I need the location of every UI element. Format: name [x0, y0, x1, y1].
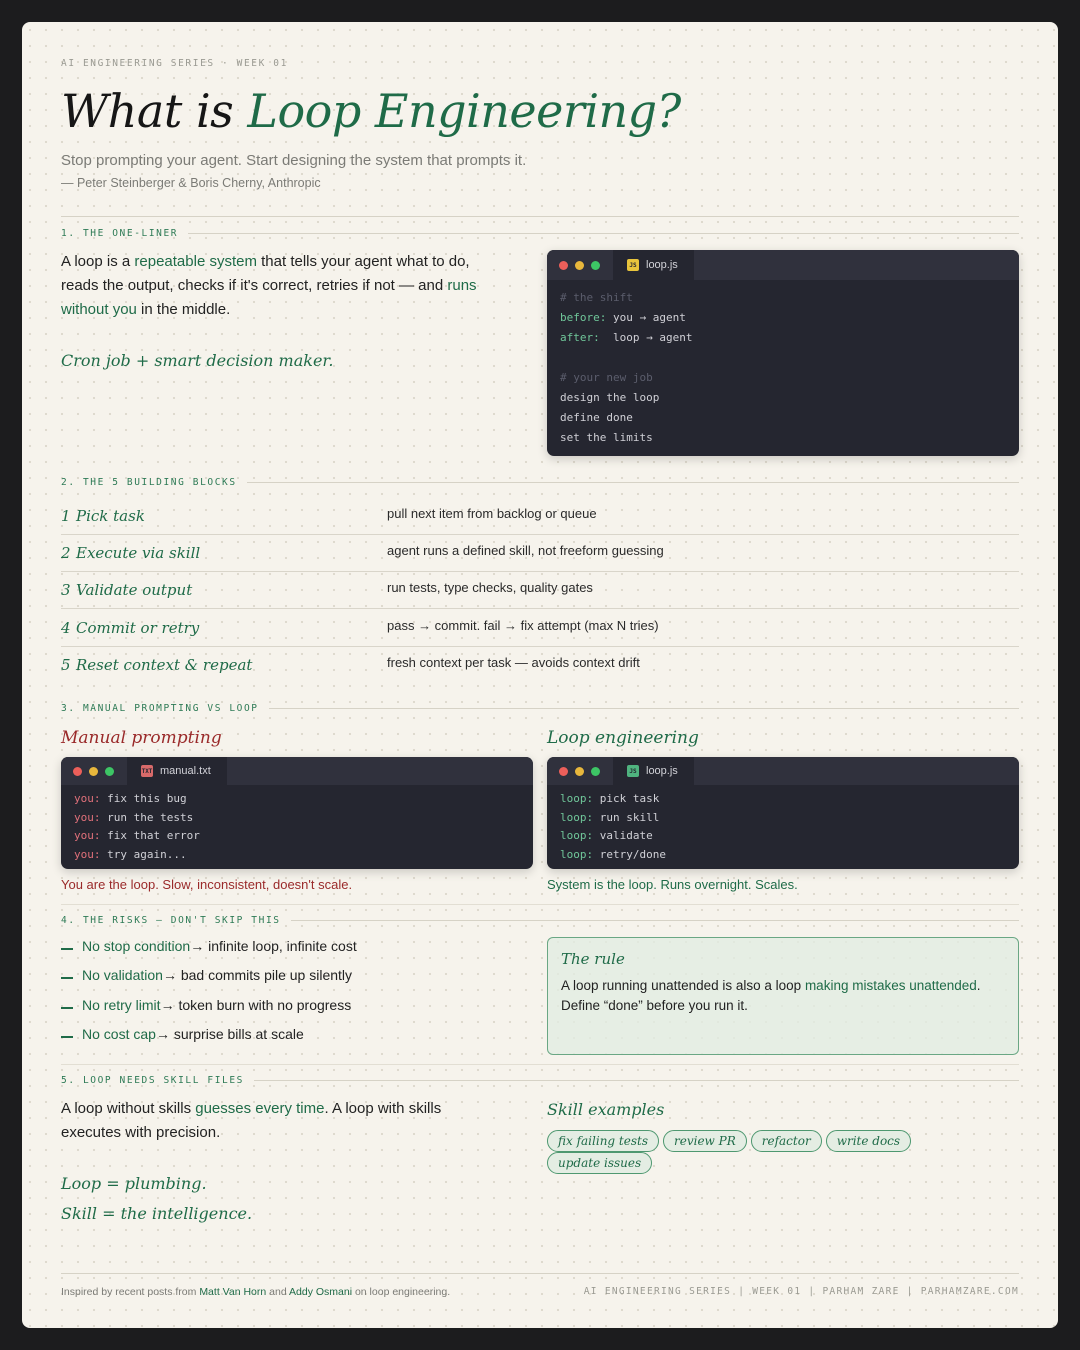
section-heading-risks: [61, 915, 1019, 926]
block-name: Reset context & repeat: [76, 656, 253, 674]
subtitle: Stop prompting your agent. Start designing the system that prompts it.: [61, 152, 527, 169]
block-name: Commit or retry: [76, 619, 200, 637]
building-block-row: [61, 647, 1019, 684]
risk-name: No stop condition: [82, 938, 191, 954]
code-key: after:: [560, 331, 600, 344]
section-heading-manual-vs-loop: [61, 703, 1019, 714]
block-number: 1: [61, 507, 71, 525]
block-name: Validate output: [76, 581, 193, 599]
close-dot[interactable]: [559, 261, 568, 270]
code-comment: # the shift: [560, 291, 633, 304]
skill-pill[interactable]: write docs: [826, 1130, 911, 1152]
risk-consequence: → infinite loop, infinite cost: [190, 938, 357, 954]
code-line: design the loop: [560, 391, 660, 404]
section-heading-label: 5. LOOP NEEDS SKILL FILES: [61, 1075, 244, 1086]
loop-caption: System is the loop. Runs overnight. Scales.: [547, 877, 798, 892]
skill-pill[interactable]: refactor: [751, 1130, 822, 1152]
code-value: loop → agent: [599, 331, 693, 344]
text: in the middle.: [136, 301, 231, 318]
manual-prompting-title: Manual prompting: [61, 728, 222, 748]
page-title: [61, 84, 681, 138]
title-accent: Loop Engineering?: [247, 84, 681, 138]
page-card: [22, 22, 1058, 1328]
js-file-icon: JS: [627, 259, 639, 271]
file-tab[interactable]: [613, 250, 694, 280]
window-controls: [61, 757, 127, 785]
risk-name: No retry limit: [82, 997, 161, 1013]
risk-item: [61, 1026, 304, 1042]
divider: [254, 1080, 1019, 1081]
block-number: 5: [61, 656, 71, 674]
dash-icon: [61, 1036, 73, 1038]
highlight-text: runs without you: [61, 277, 477, 318]
block-name: Pick task: [76, 507, 145, 525]
highlight-text: making mistakes unattended: [804, 978, 977, 993]
minimize-dot[interactable]: [575, 261, 584, 270]
code-key: before:: [560, 311, 607, 324]
block-description: pull next item from backlog or queue: [387, 506, 597, 521]
risk-consequence: → token burn with no progress: [160, 997, 352, 1013]
building-block-row: [61, 572, 1019, 609]
window-controls: [547, 250, 613, 280]
rule-text: [561, 976, 1005, 1016]
maximize-dot[interactable]: [591, 767, 600, 776]
window-titlebar: [61, 757, 533, 785]
divider: [61, 904, 1019, 905]
minimize-dot[interactable]: [89, 767, 98, 776]
code-value: try again...: [100, 847, 187, 861]
code-body: [61, 785, 533, 869]
code-key: you:: [74, 829, 101, 842]
code-value: retry/done: [593, 847, 666, 861]
divider: [188, 233, 1019, 234]
risk-item: [61, 967, 352, 983]
footer-series-info: AI ENGINEERING SERIES | WEEK 01 | PARHAM ZARE | PARHAMZARE.COM: [583, 1286, 1019, 1297]
rule-callout: [547, 937, 1019, 1055]
code-value: fix that error: [100, 829, 200, 842]
js-file-icon: JS: [627, 765, 639, 777]
code-value: run the tests: [100, 810, 194, 824]
file-tab[interactable]: [613, 757, 694, 785]
window-titlebar: [547, 757, 1019, 785]
block-number: 3: [61, 581, 71, 599]
txt-file-icon: TXT: [141, 765, 153, 777]
skill-examples-title: Skill examples: [547, 1100, 665, 1119]
block-description: agent runs a defined skill, not freeform guessing: [387, 543, 664, 558]
skill-pill[interactable]: fix failing tests: [547, 1130, 659, 1152]
skills-paragraph: [61, 1097, 501, 1145]
code-key: loop:: [560, 847, 594, 861]
code-line: define done: [560, 411, 633, 424]
code-key: loop:: [560, 810, 594, 824]
dash-icon: [61, 977, 73, 979]
highlight-text: guesses every time: [195, 1100, 325, 1117]
divider: [291, 920, 1019, 921]
risk-name: No validation: [82, 967, 163, 983]
text: A loop is a: [61, 253, 135, 270]
maximize-dot[interactable]: [105, 767, 114, 776]
title-prefix: What is: [61, 84, 248, 138]
code-key: loop:: [560, 792, 594, 805]
divider: [61, 1064, 1019, 1065]
manual-caption: You are the loop. Slow, inconsistent, doesn't scale.: [61, 877, 353, 892]
code-value: pick task: [593, 792, 660, 805]
author-link[interactable]: Matt Van Horn: [199, 1286, 267, 1298]
code-key: loop:: [560, 829, 594, 842]
code-value: validate: [593, 829, 653, 842]
building-block-row: [61, 610, 1019, 647]
attribution: — Peter Steinberger & Boris Cherny, Anthropic: [61, 176, 321, 190]
text: A loop without skills: [61, 1100, 196, 1117]
text: . Define “done” before you run it.: [561, 978, 981, 1013]
file-tab-label: loop.js: [646, 259, 678, 271]
page-content: [61, 22, 1019, 1328]
code-value: you → agent: [606, 311, 686, 324]
code-body: [547, 280, 1019, 456]
risk-item: [61, 997, 351, 1013]
risk-consequence: → surprise bills at scale: [155, 1026, 304, 1042]
section-heading-label: 1. THE ONE-LINER: [61, 228, 179, 239]
maximize-dot[interactable]: [591, 261, 600, 270]
code-value: fix this bug: [100, 792, 187, 805]
skill-pill-list: [547, 1130, 1019, 1174]
code-key: you:: [74, 847, 101, 861]
skill-pill[interactable]: update issues: [547, 1152, 652, 1174]
block-description: pass → commit. fail → fix attempt (max N tries): [387, 618, 659, 633]
block-description: run tests, type checks, quality gates: [387, 580, 593, 595]
risk-name: No cost cap: [82, 1026, 156, 1042]
building-block-row: [61, 498, 1019, 535]
text: and: [266, 1286, 290, 1298]
loop-engineering-title: Loop engineering: [547, 728, 699, 748]
skill-tagline: Skill = the intelligence.: [61, 1204, 253, 1223]
text: on loop engineering.: [352, 1286, 451, 1298]
building-block-row: [61, 535, 1019, 572]
minimize-dot[interactable]: [575, 767, 584, 776]
code-key: you:: [74, 792, 101, 805]
file-tab[interactable]: [127, 757, 227, 785]
section-heading-label: 2. THE 5 BUILDING BLOCKS: [61, 477, 237, 488]
block-number: 4: [61, 619, 71, 637]
skill-pill[interactable]: review PR: [663, 1130, 747, 1152]
text: that tells your agent what to do, reads the output, checks if it's correct, retries if not — and: [61, 253, 470, 294]
risk-item: [61, 938, 357, 954]
loop-tagline: Loop = plumbing.: [61, 1174, 207, 1193]
code-window-loop: [547, 757, 1019, 869]
window-titlebar: [547, 250, 1019, 280]
text: Inspired by recent posts from: [61, 1286, 200, 1298]
code-key: you:: [74, 810, 101, 824]
section-heading-one-liner: [61, 228, 1019, 239]
file-tab-label: loop.js: [646, 765, 678, 777]
one-liner-tagline: Cron job + smart decision maker.: [61, 351, 334, 370]
window-controls: [547, 757, 613, 785]
author-link[interactable]: Addy Osmani: [289, 1286, 353, 1298]
block-description: fresh context per task — avoids context drift: [387, 655, 640, 670]
risk-consequence: → bad commits pile up silently: [162, 967, 353, 983]
code-window-shift: [547, 250, 1019, 456]
section-heading-skill-files: [61, 1075, 1019, 1086]
divider: [269, 708, 1019, 709]
divider: [247, 482, 1019, 483]
dash-icon: [61, 1007, 73, 1009]
one-liner-paragraph: [61, 250, 511, 322]
text: A loop running unattended is also a loop: [561, 978, 805, 993]
code-value: run skill: [593, 810, 660, 824]
divider: [61, 216, 1019, 217]
file-tab-label: manual.txt: [160, 765, 211, 777]
section-heading-label: 3. MANUAL PROMPTING VS LOOP: [61, 703, 259, 714]
code-comment: # your new job: [560, 371, 653, 384]
highlight-text: repeatable system: [134, 253, 257, 270]
code-body: [547, 785, 1019, 869]
section-heading-building-blocks: [61, 477, 1019, 488]
code-window-manual: [61, 757, 533, 869]
rule-title: The rule: [561, 950, 625, 968]
code-line: set the limits: [560, 431, 653, 444]
series-kicker: AI ENGINEERING SERIES · WEEK 01: [61, 58, 288, 69]
block-name: Execute via skill: [76, 544, 201, 562]
text: . A loop with skills executes with precision.: [61, 1100, 442, 1141]
close-dot[interactable]: [73, 767, 82, 776]
dash-icon: [61, 948, 73, 950]
block-number: 2: [61, 544, 71, 562]
close-dot[interactable]: [559, 767, 568, 776]
divider: [61, 1273, 1019, 1274]
footer-credits: [61, 1286, 450, 1298]
section-heading-label: 4. THE RISKS — DON'T SKIP THIS: [61, 915, 281, 926]
